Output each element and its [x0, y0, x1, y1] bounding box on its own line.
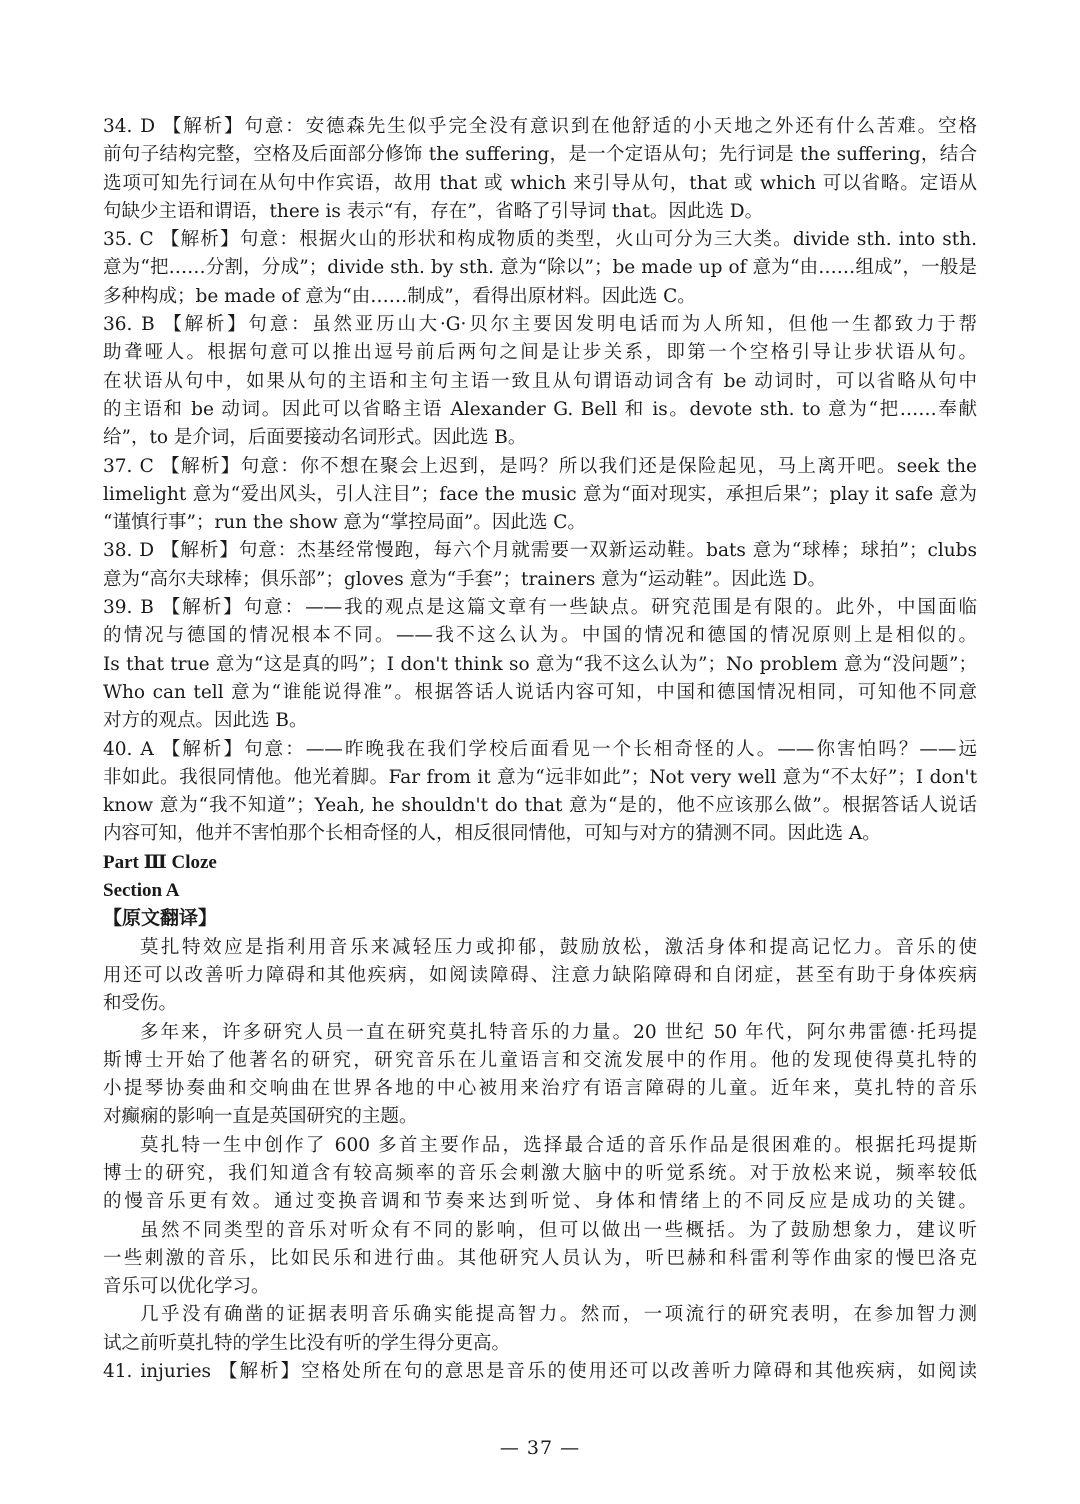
text-line: 意为“高尔夫球棒；俱乐部”；gloves 意为“手套”；trainers 意为“运动鞋”。因此选 D。	[103, 568, 826, 590]
text-line: 莫扎特一生中创作了 600 多首主要作品，选择最合适的音乐作品是很困难的。根据托玛提斯	[140, 1134, 977, 1156]
text-line: 非如此。我很同情他。他光着脚。Far from it 意为“远非如此”；Not very well 意为“不太好”；I don't	[103, 766, 977, 788]
section-heading: Section A	[103, 880, 180, 902]
text-line: 一些刺激的音乐，比如民乐和进行曲。其他研究人员认为，听巴赫和科雷利等作曲家的慢巴洛克	[103, 1247, 977, 1269]
text-line: 虽然不同类型的音乐对听众有不同的影响，但可以做出一些概括。为了鼓励想象力，建议听	[140, 1219, 977, 1241]
text-line: 斯博士开始了他著名的研究，研究音乐在儿童语言和交流发展中的作用。他的发现使得莫扎特的	[103, 1049, 977, 1071]
part-heading: Part Ⅲ Cloze	[103, 851, 217, 873]
text-line: 多种构成；be made of 意为“由……制成”，看得出原材料。因此选 C。	[103, 285, 696, 307]
text-line: 给”，to 是介词，后面要接动名词形式。因此选 B。	[103, 427, 527, 449]
translation-heading: 【原文翻译】	[103, 908, 218, 930]
text-line: 意为“把……分割，分成”；divide sth. by sth. 意为“除以”；be made up of 意为“由……组成”，一般是	[103, 257, 977, 279]
text-line: 的主语和 be 动词。因此可以省略主语 Alexander G. Bell 和 is。devote sth. to 意为“把……奉献	[103, 398, 977, 420]
text-line: 助聋哑人。根据句意可以推出逗号前后两句之间是让步关系，即第一个空格引导让步状语从句。	[103, 342, 977, 364]
text-line: 39. B 【解析】句意：——我的观点是这篇文章有一些缺点。研究范围是有限的。此外，中国面临	[103, 597, 977, 619]
text-line: 句缺少主语和谓语，there is 表示“有，存在”，省略了引导词 that。因此选 D。	[103, 200, 764, 222]
text-line: 博士的研究，我们知道含有较高频率的音乐会刺激大脑中的听觉系统。对于放松来说，频率较低	[103, 1162, 977, 1184]
text-line: 37. C 【解析】句意：你不想在聚会上迟到，是吗？所以我们还是保险起见，马上离开吧。seek the	[103, 455, 977, 477]
text-line: 和受伤。	[103, 993, 178, 1015]
text-line: 小提琴协奏曲和交响曲在世界各地的中心被用来治疗有语言障碍的儿童。近年来，莫扎特的音乐	[103, 1078, 977, 1100]
text-line: 36. B 【解析】句意：虽然亚历山大·G·贝尔主要因发明电话而为人所知，但他一生都致力于帮	[103, 314, 977, 336]
text-line: 内容可知，他并不害怕那个长相奇怪的人，相反很同情他，可知与对方的猜测不同。因此选 A。	[103, 823, 881, 845]
text-line: 试之前听莫扎特的学生比没有听的学生得分更高。	[103, 1332, 511, 1354]
text-line: 34. D 【解析】句意：安德森先生似乎完全没有意识到在他舒适的小天地之外还有什么苦难。空格	[103, 116, 977, 137]
text-line: 35. C 【解析】句意：根据火山的形状和构成物质的类型，火山可分为三大类。divide sth. into sth.	[103, 229, 977, 251]
text-line: 的情况与德国的情况根本不同。——我不这么认为。中国的情况和德国的情况原则上是相似的。	[103, 625, 977, 647]
text-line: Is that true 意为“这是真的吗”；I don't think so 意为“我不这么认为”；No problem 意为“没问题”；	[103, 653, 977, 675]
text-line: 的慢音乐更有效。通过变换音调和节奏来达到听觉、身体和情绪上的不同反应是成功的关键。	[103, 1191, 977, 1213]
text-line: 选项可知先行词在从句中作宾语，故用 that 或 which 来引导从句，that 或 which 可以省略。定语从	[103, 172, 977, 194]
text-line: 几乎没有确凿的证据表明音乐确实能提高智力。然而，一项流行的研究表明，在参加智力测	[140, 1304, 977, 1326]
text-line: 前句子结构完整，空格及后面部分修饰 the suffering，是一个定语从句；先行词是 the suffering，结合	[103, 144, 977, 166]
text-line: 在状语从句中，如果从句的主语和主句主语一致且从句谓语动词含有 be 动词时，可以省略从句中	[103, 370, 977, 392]
text-line: Who can tell 意为“谁能说得准”。根据答话人说话内容可知，中国和德国情况相同，可知他不同意	[103, 681, 977, 703]
text-line: limelight 意为“爱出风头，引人注目”；face the music 意为“面对现实，承担后果”；play it safe 意为	[103, 483, 977, 505]
text-line: 对癫痫的影响一直是英国研究的主题。	[103, 1106, 418, 1128]
text-line: “谨慎行事”；run the show 意为“掌控局面”。因此选 C。	[103, 512, 586, 534]
text-line: 40. A 【解析】句意：——昨晚我在我们学校后面看见一个长相奇怪的人。——你害怕吗？——远	[103, 738, 977, 760]
text-line: 41. injuries 【解析】空格处所在句的意思是音乐的使用还可以改善听力障碍和其他疾病，如阅读	[103, 1361, 977, 1383]
text-line: know 意为“我不知道”；Yeah, he shouldn't do that 意为“是的，他不应该那么做”。根据答话人说话	[103, 795, 977, 817]
text-line: 38. D 【解析】句意：杰基经常慢跑，每六个月就需要一双新运动鞋。bats 意为“球棒；球拍”；clubs	[103, 540, 977, 562]
text-line: 多年来，许多研究人员一直在研究莫扎特音乐的力量。20 世纪 50 年代，阿尔弗雷德·托玛提	[140, 1021, 977, 1043]
page-number: — 37 —	[499, 1437, 581, 1459]
text-line: 对方的观点。因此选 B。	[103, 710, 308, 732]
text-line: 莫扎特效应是指利用音乐来减轻压力或抑郁，鼓励放松，激活身体和提高记忆力。音乐的使	[140, 936, 977, 958]
text-line: 音乐可以优化学习。	[103, 1276, 270, 1298]
text-line: 用还可以改善听力障碍和其他疾病，如阅读障碍、注意力缺陷障碍和自闭症，甚至有助于身体疾病	[103, 964, 977, 986]
